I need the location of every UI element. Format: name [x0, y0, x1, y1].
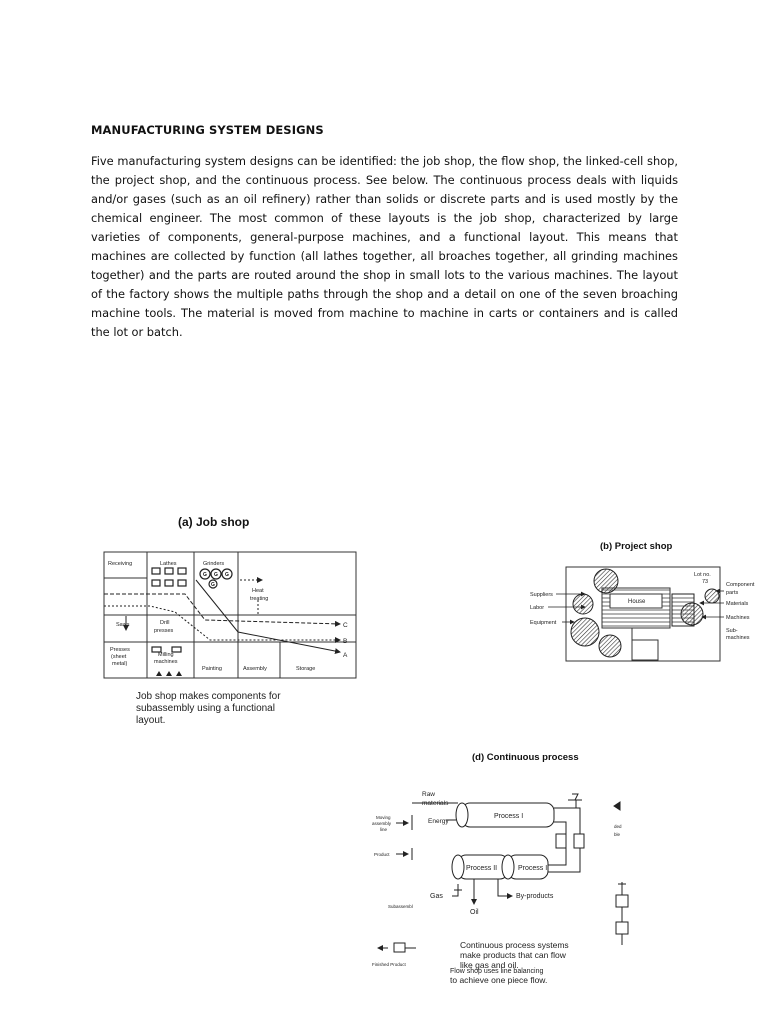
cell-milling-1: Milling — [158, 652, 174, 658]
cell-heat-2: treating — [250, 596, 269, 602]
cell-drill-1: Drill — [160, 620, 170, 626]
cell-presses-1: Presses — [110, 647, 130, 653]
cell-presses-3: metal) — [112, 661, 128, 667]
oil-label: Oil — [470, 909, 479, 916]
right-fragment-1: ded — [614, 824, 622, 829]
raw-label-2: materials — [422, 800, 449, 807]
moving-fragment-1: Moving — [376, 815, 391, 820]
route-a: A — [343, 652, 348, 659]
flow-shop-fragment-bottom: to achieve one piece flow. — [450, 975, 548, 985]
label-equipment: Equipment — [530, 620, 557, 626]
project-shop-figure — [530, 541, 755, 661]
job-shop-title: (a) Job shop — [178, 515, 250, 529]
label-submachines: machines — [726, 635, 750, 641]
process-1-label: Process I — [494, 813, 524, 820]
cell-grinders: Grinders — [203, 561, 225, 567]
project-shop-title: (b) Project shop — [600, 541, 673, 552]
energy-label: Energy — [428, 818, 449, 825]
house-label: House — [628, 599, 646, 605]
section-heading: MANUFACTURING SYSTEM DESIGNS — [91, 123, 324, 137]
gas-label: Gas — [430, 893, 443, 900]
continuous-process-figure — [372, 752, 628, 985]
cell-painting: Painting — [202, 666, 222, 672]
cell-receiving: Receiving — [108, 561, 133, 567]
route-b: B — [343, 638, 348, 645]
grinder-label-4: G — [211, 582, 215, 588]
moving-fragment-3: line — [380, 827, 388, 832]
cell-saws: Saws — [116, 622, 130, 628]
lathe-machines — [152, 568, 186, 652]
job-shop-caption-1: Job shop makes components for — [136, 691, 281, 702]
subassembly-fragment: Subassembl — [388, 904, 413, 909]
product-fragment: Product — [374, 852, 390, 857]
byproducts-label: By-products — [516, 893, 554, 900]
label-component: Component — [726, 582, 755, 588]
body-paragraph: Five manufacturing system designs can be identified: the job shop, the flow shop, the linked-cell shop, the project shop, and the continuous process. See below. The continuous process deals with liquids and/or gases (such as an oil refinery) rather than solids or discrete parts and is used mostly by the chemical engineer. The most common of these layouts is the job shop, characterized by large varieties of components, general-purpose machines, and a functional layout. This means that machines are collected by function (all lathes together, all broaches together, all grinding machines together) and the parts are routed around the shop in small lots to the various machines. The layout of the factory shows the multiple paths through the shop and a detail on one of the seven broaching machine tools. The material is moved from machine to machine in carts or containers and is called the lot or batch. — [91, 154, 678, 339]
process-3-label: Process I — [518, 865, 548, 872]
right-fragment-2: ble — [614, 832, 621, 837]
cell-storage: Storage — [296, 666, 316, 672]
cell-heat-1: Heat — [252, 588, 264, 594]
cell-assembly: Assembly — [243, 666, 267, 672]
cell-drill-2: presses — [154, 628, 174, 634]
job-shop-figure — [104, 515, 356, 726]
moving-fragment-2: assembly — [372, 821, 392, 826]
lot-label-2: 73 — [702, 579, 709, 585]
raw-label-1: Raw — [422, 791, 436, 798]
label-suppliers: Suppliers — [530, 592, 553, 598]
grinder-label-1: G — [203, 572, 207, 578]
continuous-caption-1: Continuous process systems — [460, 940, 569, 950]
label-labor: Labor — [530, 605, 545, 611]
continuous-title: (d) Continuous process — [472, 752, 579, 763]
flow-shop-fragment-top: Flow shop uses line balancing — [450, 968, 544, 975]
route-c: C — [343, 622, 348, 629]
cell-milling-2: machines — [154, 659, 178, 665]
lot-label-1: Lot no. — [694, 572, 711, 578]
label-parts: parts — [726, 590, 739, 596]
job-shop-caption-3: layout. — [136, 715, 166, 726]
milling-machines — [156, 671, 182, 676]
process-2-label: Process II — [466, 865, 498, 872]
label-materials: Materials — [726, 601, 749, 607]
grinder-label-3: G — [225, 572, 229, 578]
continuous-caption-2: make products that can flow — [460, 950, 566, 960]
cell-presses-2: (sheet — [111, 654, 127, 660]
job-shop-caption-2: subassembly using a functional — [136, 703, 275, 714]
finished-product-fragment: Finished Product — [372, 962, 406, 967]
continuous-caption-3: like gas and oil. — [460, 960, 519, 970]
grinder-label-2: G — [214, 572, 218, 578]
cell-lathes: Lathes — [160, 561, 177, 567]
job-shop-routes — [104, 580, 340, 652]
label-sub: Sub- — [726, 628, 738, 634]
label-machines: Machines — [726, 615, 750, 621]
